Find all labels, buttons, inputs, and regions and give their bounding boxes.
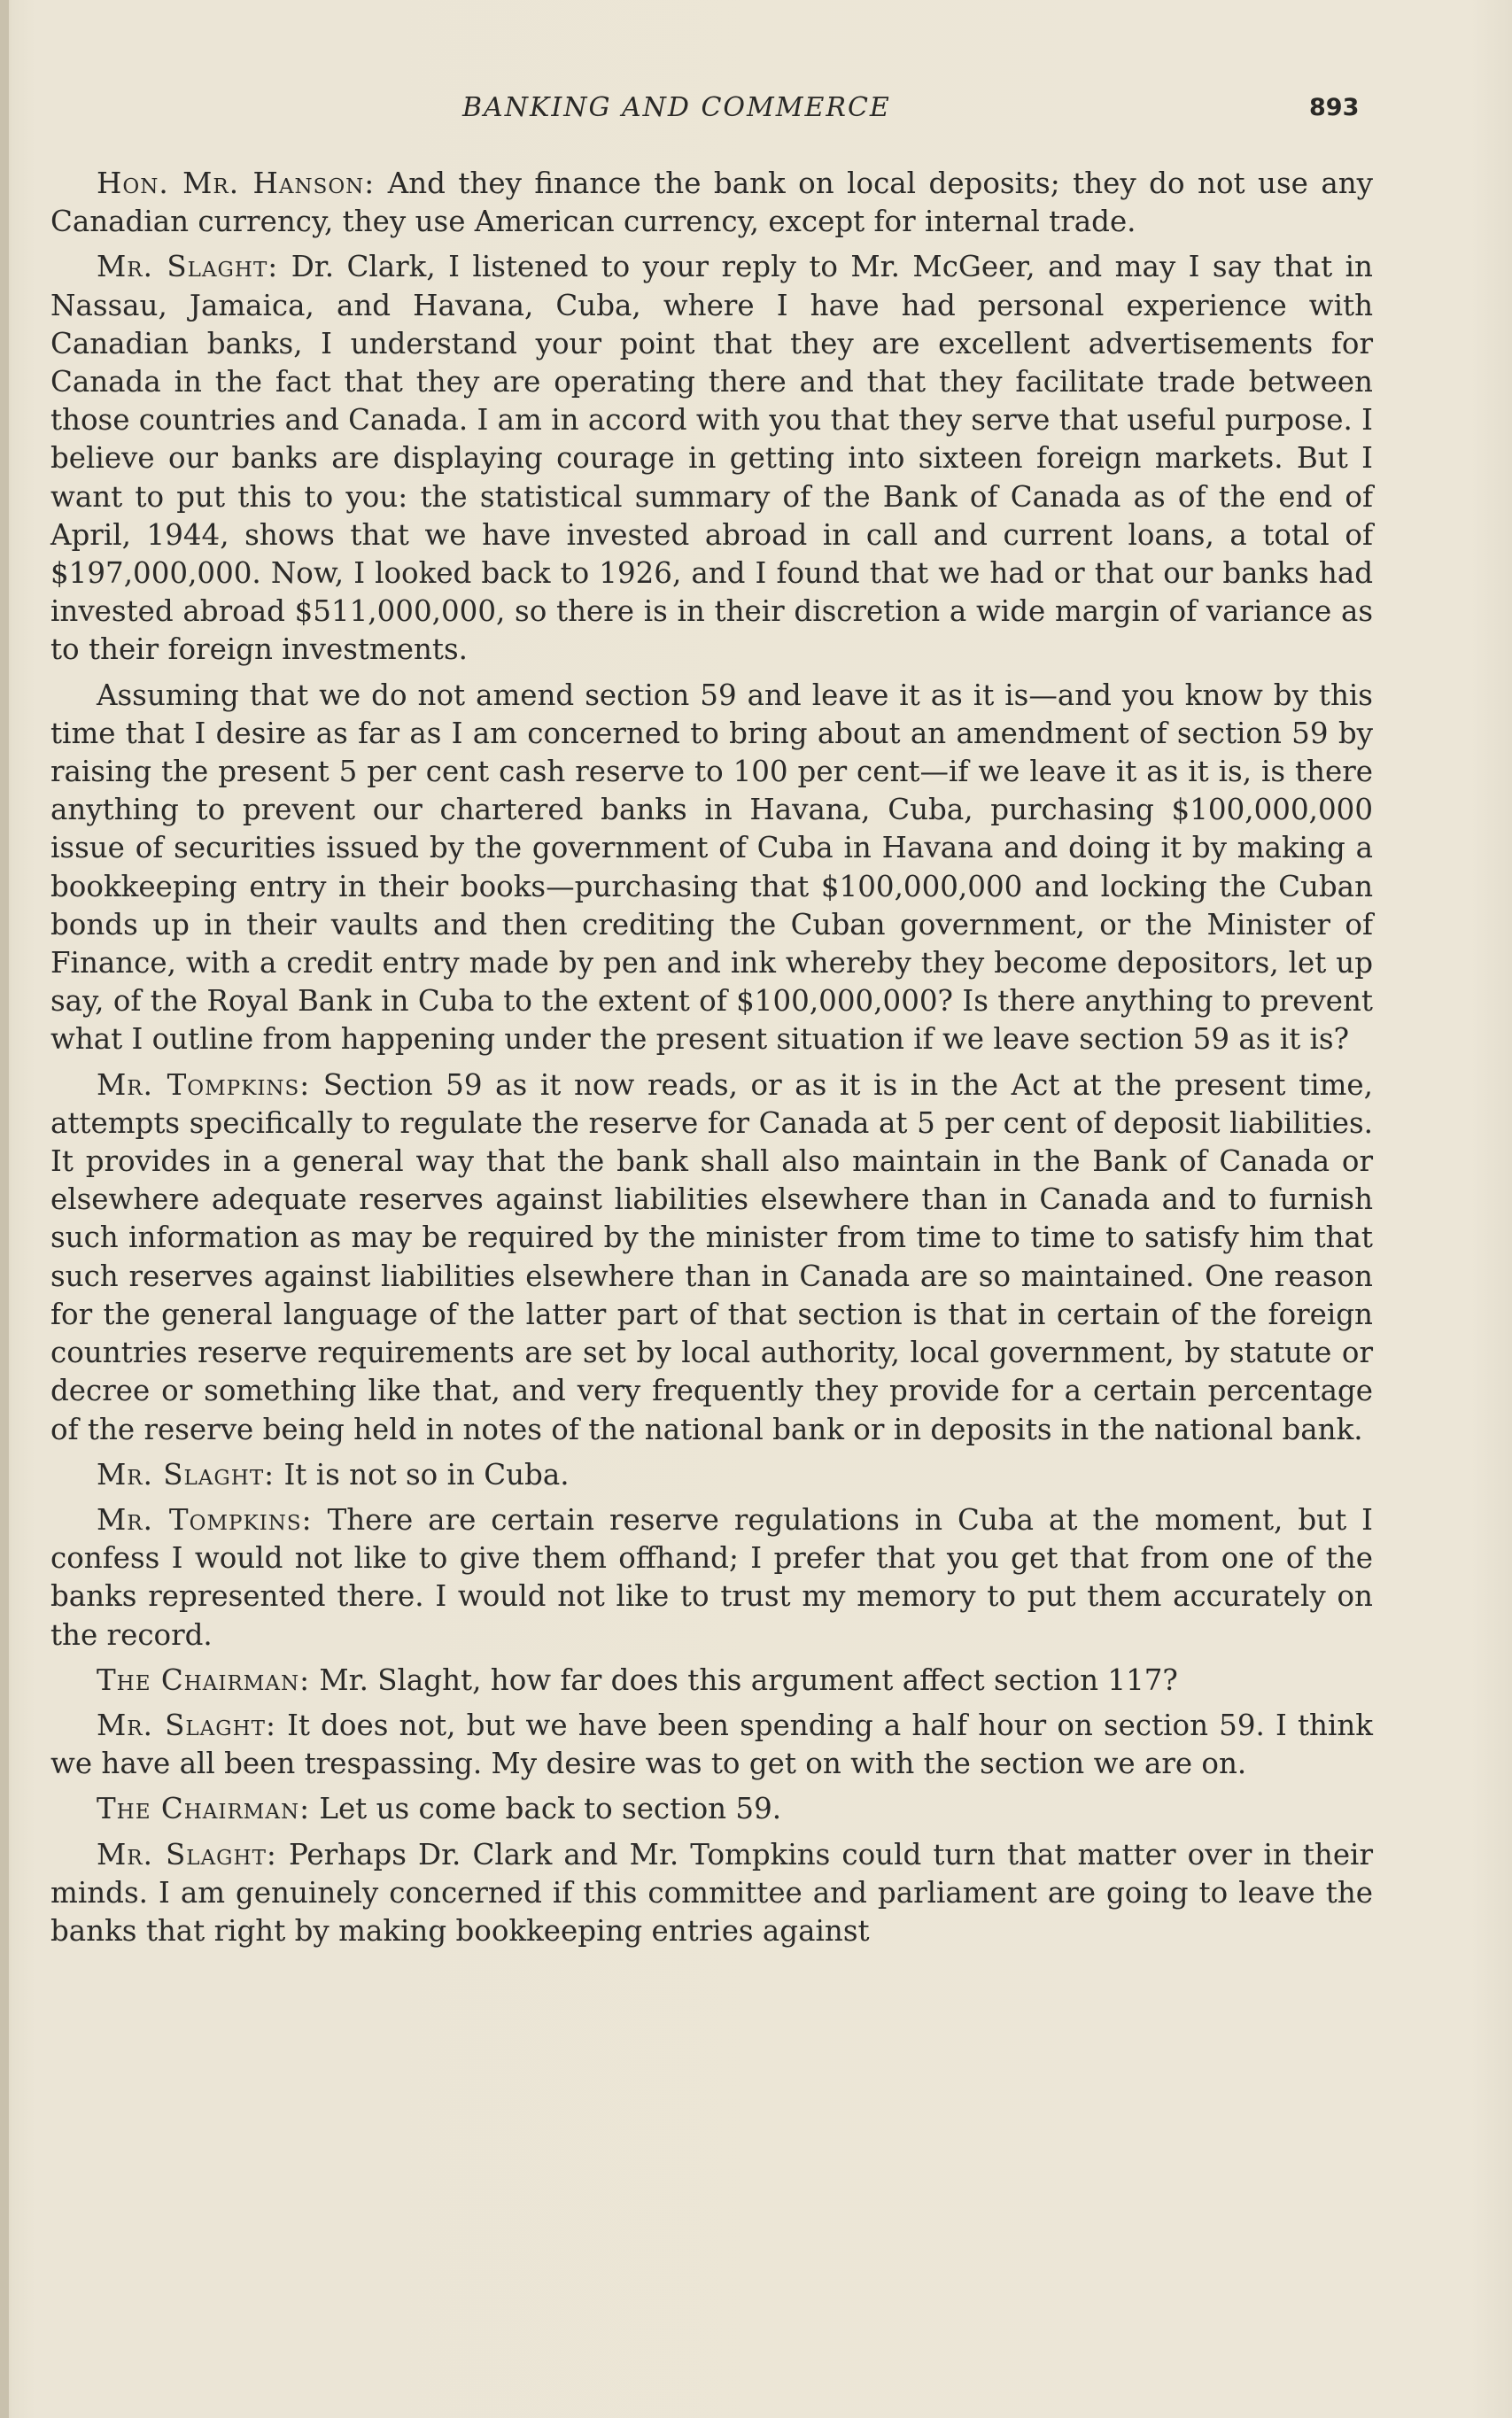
paragraph-10 bbox=[50, 1836, 1373, 1951]
paragraph-6 bbox=[50, 1501, 1373, 1655]
paragraph-text: Let us come back to section 59. bbox=[310, 1792, 782, 1826]
paragraph-2 bbox=[50, 248, 1373, 669]
paragraph-text: There are certain reserve regulations in Cuba at the moment, but I confess I would not like to give them offhand; I prefer that you get that from one of the banks represented there. I would not like to trust my memory to put them accurately on the record. bbox=[50, 1502, 1373, 1652]
body-text bbox=[50, 165, 1373, 1957]
paragraph-text: And they finance the bank on local deposits; they do not use any Canadian currency, they use American currency, except for internal trade. bbox=[50, 167, 1373, 239]
speaker-name: Mr. Slaght: bbox=[97, 250, 279, 284]
binding-edge bbox=[0, 0, 9, 2418]
speaker-name: The Chairman: bbox=[97, 1662, 311, 1697]
page-number: 893 bbox=[1309, 94, 1360, 121]
speaker-name: The Chairman: bbox=[97, 1792, 311, 1826]
paragraph-4 bbox=[50, 1066, 1373, 1449]
paragraph-text: It does not, but we have been spending a half hour on section 59. I think we have all been trespassing. My desire was to get on with the section we are on. bbox=[50, 1708, 1373, 1781]
speaker-name: Mr. Slaght: bbox=[97, 1708, 276, 1742]
paragraph-7 bbox=[50, 1662, 1373, 1700]
paragraph-1 bbox=[50, 165, 1373, 241]
paragraph-8 bbox=[50, 1707, 1373, 1783]
paragraph-text: Mr. Slaght, how far does this argument affect section 117? bbox=[310, 1662, 1178, 1697]
paragraph-text: Dr. Clark, I listened to your reply to Mr. McGeer, and may I say that in Nassau, Jamaica, and Havana, Cuba, where I have had personal experience with Canadian banks, I understand your point that they are excellent advertisements for Canada in the fact that they are operating there and that they facilitate trade between those countries and Canada. I am in accord with you that they serve that useful purpose. I believe our banks are displaying courage in getting into sixteen foreign markets. But I want to put this to you: the statistical summary of the Bank of Canada as of the end of April, 1944, shows that we have invested abroad in call and current loans, a total of $197,000,000. Now, I looked back to 1926, and I found that we had or that our banks had invested abroad $511,000,000, so there is in their discretion a wide margin of variance as to their foreign investments. bbox=[50, 250, 1373, 667]
paragraph-9 bbox=[50, 1790, 1373, 1828]
page-header bbox=[0, 92, 1512, 136]
speaker-name: Mr. Slaght: bbox=[97, 1837, 277, 1872]
paragraph-text: Assuming that we do not amend section 59 and leave it as it is—and you know by this time that I desire as far as I am concerned to bring about an amendment of section 59 by raising the present 5 per cent cash reserve to 100 per cent—if we leave it as it is, is there anything to prevent our chartered banks in Havana, Cuba, purchasing $100,000,000 issue of securities issued by the government of Cuba in Havana and doing it by making a bookkeeping entry in their books—purchasing that $100,000,000 and locking the Cuban bonds up in their vaults and then crediting the Cuban government, or the Minister of Finance, with a credit entry made by pen and ink whereby they become depositors, let up say, of the Royal Bank in Cuba to the extent of $100,000,000? Is there anything to prevent what I outline from happening under the present situation if we leave section 59 as it is? bbox=[50, 678, 1373, 1057]
paragraph-3 bbox=[50, 677, 1373, 1059]
paragraph-5 bbox=[50, 1456, 1373, 1494]
paragraph-text: Perhaps Dr. Clark and Mr. Tompkins could turn that matter over in their minds. I am genuinely concerned if this committee and parliament are going to leave the banks that right by making bookkeeping entries against bbox=[50, 1837, 1373, 1948]
running-title: BANKING AND COMMERCE bbox=[462, 92, 891, 123]
speaker-name: Mr. Tompkins: bbox=[97, 1067, 311, 1102]
paragraph-text: It is not so in Cuba. bbox=[275, 1457, 570, 1492]
paragraph-text: Section 59 as it now reads, or as it is in the Act at the present time, attempts specifically to regulate the reserve for Canada at 5 per cent of deposit liabilities. It provides in a general way that the bank shall also maintain in the Bank of Canada or elsewhere adequate reserves against liabilities elsewhere than in Canada and to furnish such information as may be required by the minister from time to time to satisfy him that such reserves against liabilities elsewhere than in Canada are so maintained. One reason for the general language of the latter part of that section is that in certain of the foreign countries reserve requirements are set by local authority, local government, by statute or decree or something like that, and very frequently they provide for a certain percentage of the reserve being held in notes of the national bank or in deposits in the national bank. bbox=[50, 1067, 1373, 1446]
speaker-name: Hon. Mr. Hanson: bbox=[97, 167, 376, 200]
speaker-name: Mr. Tompkins: bbox=[97, 1502, 313, 1537]
speaker-name: Mr. Slaght: bbox=[97, 1457, 275, 1492]
